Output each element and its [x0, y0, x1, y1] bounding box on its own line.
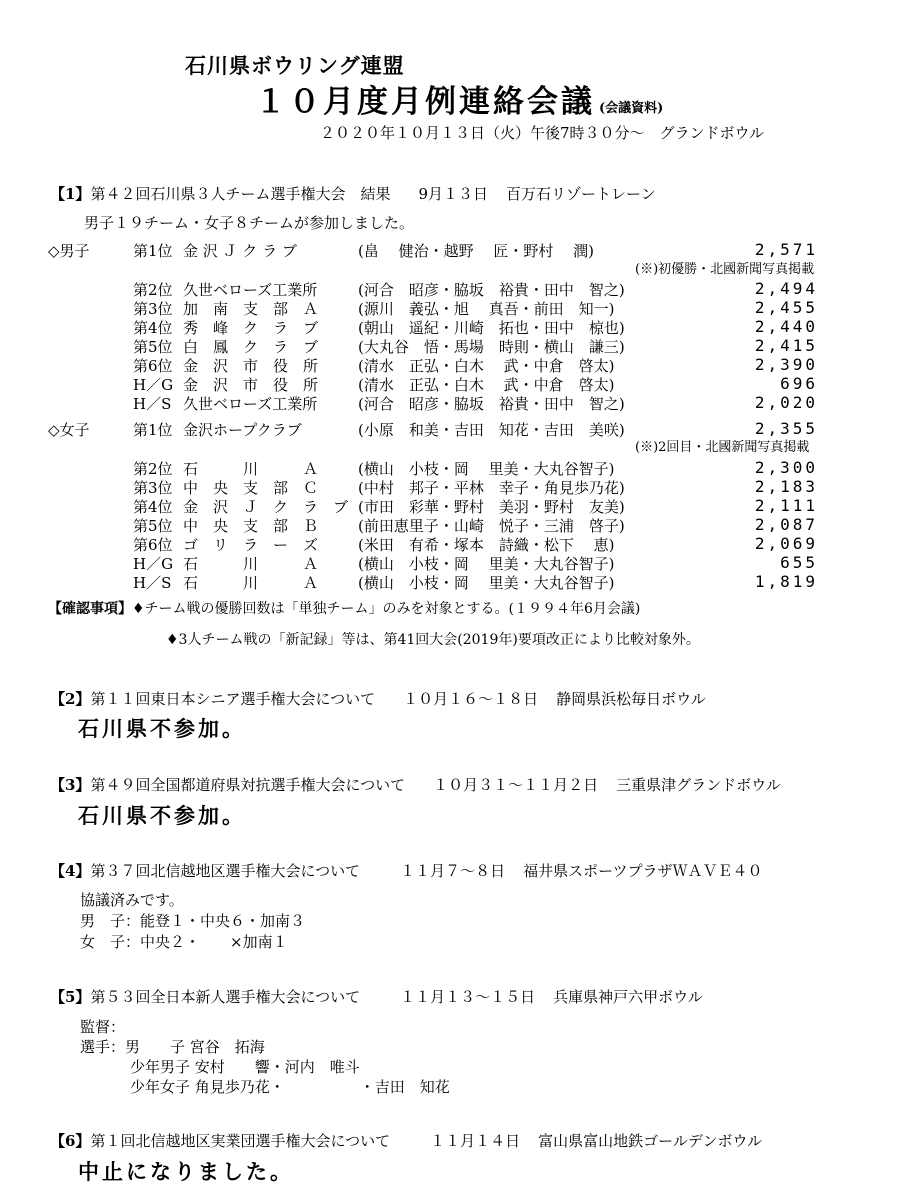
- score-value: 2,390: [754, 355, 818, 374]
- team-name: 金沢ホープクラブ: [183, 421, 302, 439]
- result-row: [48, 393, 828, 411]
- section-date: １０月３１〜１１月２日: [433, 776, 599, 794]
- section-date: １１月７〜８日: [400, 862, 506, 880]
- result-row: [48, 279, 828, 297]
- section-5-line-4: 少年女子 角見歩乃花・ ・吉田 知花: [130, 1078, 450, 1096]
- result-row: [48, 374, 828, 392]
- meeting-date: ２０２０年１０月１３日（火）午後7時３０分〜 グランドボウル: [320, 124, 765, 142]
- team-name: 金 沢 市 役 所: [183, 376, 319, 394]
- player-names: (米田 有希・塚本 詩織・松下 恵): [358, 536, 615, 554]
- team-name: 石 川 Ａ: [183, 555, 319, 573]
- result-row: [48, 240, 828, 258]
- group-label: ◇女子: [48, 421, 90, 439]
- team-name: 石 川 Ａ: [183, 574, 319, 592]
- rank-label: 第2位: [133, 281, 173, 299]
- women-note: (※)2回目・北國新聞写真掲載: [635, 440, 810, 455]
- score-value: 2,183: [754, 477, 818, 496]
- title-note: (会議資料): [599, 101, 664, 116]
- team-name: 秀 峰 ク ラ ブ: [183, 319, 319, 337]
- section-6-heading: [50, 1130, 762, 1151]
- team-name: 白 鳳 ク ラ ブ: [183, 338, 319, 356]
- section-date: １１月１３〜１５日: [400, 988, 536, 1006]
- section-venue: 静岡県浜松毎日ボウル: [556, 690, 706, 708]
- score-value: 2,069: [754, 534, 818, 553]
- section-5-line-3: 少年男子 安村 響・河内 唯斗: [130, 1058, 360, 1076]
- score-value: 2,415: [754, 336, 818, 355]
- result-row: [48, 336, 828, 354]
- rank-label: 第1位: [133, 421, 173, 439]
- section-date: 9月１３日: [418, 185, 488, 203]
- score-value: 2,455: [754, 298, 818, 317]
- player-names: (中村 邦子・平林 幸子・角見歩乃花): [358, 479, 625, 497]
- rank-label: 第6位: [133, 536, 173, 554]
- player-names: (畠 健治・越野 匠・野村 潤): [358, 242, 595, 260]
- group-label: ◇男子: [48, 242, 90, 260]
- section-5-line-2: 選手：男 子 宮谷 拓海: [80, 1038, 265, 1056]
- score-value: 2,571: [754, 240, 818, 259]
- section-venue: 兵庫県神戸六甲ボウル: [553, 988, 703, 1006]
- player-names: (市田 彩華・野村 美羽・野村 友美): [358, 498, 625, 516]
- player-names: (横山 小枝・岡 里美・大丸谷智子): [358, 460, 615, 478]
- section-number: 【3】: [50, 776, 91, 794]
- section-venue: 福井県スポーツプラザＷＡＶＥ４０: [523, 862, 763, 880]
- rank-label: 第4位: [133, 319, 173, 337]
- rank-label: H／S: [133, 574, 172, 592]
- player-names: (小原 和美・吉田 知花・吉田 美咲): [358, 421, 625, 439]
- section-4-line-2: 男 子：能登１・中央６・加南３: [80, 912, 306, 930]
- score-value: 2,494: [754, 279, 818, 298]
- score-value: 2,300: [754, 458, 818, 477]
- team-name: 金 沢 市 役 所: [183, 357, 319, 375]
- rank-label: H／S: [133, 395, 172, 413]
- score-value: 2,020: [754, 393, 818, 412]
- section-3-heading: [50, 774, 781, 795]
- section-title: 第１１回東日本シニア選手権大会について: [90, 690, 376, 708]
- section-venue: 百万石リゾートレーン: [506, 185, 656, 203]
- score-value: 1,819: [754, 572, 818, 591]
- section-4-line-1: 協議済みです。: [80, 891, 184, 909]
- confirm-label: 【確認事項】: [48, 601, 132, 617]
- team-name: ゴ リ ラ ー ズ: [183, 536, 319, 554]
- team-name: 久世ベローズ工業所: [183, 395, 318, 413]
- section-number: 【4】: [50, 862, 91, 880]
- title-text: １０月度月例連絡会議: [255, 84, 595, 120]
- score-value: 2,087: [754, 515, 818, 534]
- team-name: 久世ベローズ工業所: [183, 281, 318, 299]
- result-row: [48, 477, 828, 495]
- score-value: 696: [780, 374, 818, 393]
- rank-label: 第3位: [133, 479, 173, 497]
- section-6-result: 中止になりました。: [78, 1159, 294, 1184]
- result-row: [48, 298, 828, 316]
- section-1-heading: [50, 183, 656, 204]
- section-number: 【2】: [50, 690, 91, 708]
- result-row: [48, 419, 828, 437]
- section-2-heading: [50, 688, 706, 709]
- rank-label: 第3位: [133, 300, 173, 318]
- team-name: 中 央 支 部 Ｂ: [183, 517, 319, 535]
- section-5-heading: [50, 986, 703, 1007]
- result-row: [48, 317, 828, 335]
- player-names: (横山 小枝・岡 里美・大丸谷智子): [358, 555, 615, 573]
- section-venue: 富山県富山地鉄ゴールデンボウル: [538, 1132, 763, 1150]
- player-names: (横山 小枝・岡 里美・大丸谷智子): [358, 574, 615, 592]
- section-venue: 三重県津グランドボウル: [616, 776, 781, 794]
- section-title: 第３７回北信越地区選手権大会について: [90, 862, 361, 880]
- team-name: 石 川 Ａ: [183, 460, 319, 478]
- section-4-line-3: 女 子：中央２・ ×加南１: [80, 933, 288, 951]
- score-value: 2,111: [754, 496, 818, 515]
- score-value: 2,440: [754, 317, 818, 336]
- section-number: 【6】: [50, 1132, 91, 1150]
- result-row: [48, 553, 828, 571]
- player-names: (河合 昭彦・脇坂 裕貴・田中 智之): [358, 281, 625, 299]
- section-title: 第５３回全日本新人選手権大会について: [90, 988, 361, 1006]
- result-row: [48, 572, 828, 590]
- participation-summary: 男子１９チーム・女子８チームが参加しました。: [84, 214, 415, 232]
- section-number: 【5】: [50, 988, 91, 1006]
- confirm-line-2: ♦3人チーム戦の「新記録」等は、第41回大会(2019年)要項改正により比較対象外。: [166, 632, 700, 648]
- player-names: (大丸谷 悟・馬場 時則・横山 謙三): [358, 338, 625, 356]
- section-4-heading: [50, 860, 763, 881]
- rank-label: 第2位: [133, 460, 173, 478]
- org-name: 石川県ボウリング連盟: [185, 53, 405, 78]
- rank-label: 第5位: [133, 338, 173, 356]
- player-names: (前田恵里子・山崎 悦子・三浦 啓子): [358, 517, 625, 535]
- section-title: 第１回北信越地区実業団選手権大会について: [90, 1132, 391, 1150]
- player-names: (清水 正弘・白木 武・中倉 啓太): [358, 376, 615, 394]
- section-5-line-1: 監督：: [80, 1018, 126, 1036]
- player-names: (清水 正弘・白木 武・中倉 啓太): [358, 357, 615, 375]
- confirm-line-1: [48, 598, 640, 618]
- section-2-result: 石川県不参加。: [78, 716, 246, 741]
- section-date: １０月１６〜１８日: [403, 690, 539, 708]
- page-title: [255, 76, 663, 121]
- section-title: 第４２回石川県３人チーム選手権大会 結果: [90, 185, 391, 203]
- section-3-result: 石川県不参加。: [78, 803, 246, 828]
- section-number: 【1】: [50, 185, 91, 203]
- section-date: １１月１４日: [430, 1132, 521, 1150]
- team-name: 金 沢 Ｊ ク ラ ブ: [183, 498, 349, 516]
- rank-label: 第5位: [133, 517, 173, 535]
- rank-label: 第6位: [133, 357, 173, 375]
- rank-label: 第1位: [133, 242, 173, 260]
- rank-label: H／G: [133, 376, 174, 394]
- result-row: [48, 496, 828, 514]
- team-name: 加 南 支 部 Ａ: [183, 300, 319, 318]
- confirm-text-1: ♦チーム戦の優勝回数は「単独チーム」のみを対象とする。(１９９４年6月会議): [132, 601, 641, 617]
- result-row: [48, 515, 828, 533]
- men-note: (※)初優勝・北國新聞写真掲載: [635, 262, 815, 277]
- player-names: (河合 昭彦・脇坂 裕貴・田中 智之): [358, 395, 625, 413]
- player-names: (朝山 遥紀・川崎 拓也・田中 椋也): [358, 319, 625, 337]
- section-title: 第４９回全国都道府県対抗選手権大会について: [90, 776, 406, 794]
- result-row: [48, 355, 828, 373]
- team-name: 中 央 支 部 Ｃ: [183, 479, 319, 497]
- rank-label: H／G: [133, 555, 174, 573]
- score-value: 2,355: [754, 419, 818, 438]
- score-value: 655: [780, 553, 818, 572]
- rank-label: 第4位: [133, 498, 173, 516]
- result-row: [48, 458, 828, 476]
- team-name: 金 沢 Ｊ ク ラ ブ: [183, 242, 297, 260]
- player-names: (源川 義弘・旭 真吾・前田 知一): [358, 300, 615, 318]
- result-row: [48, 534, 828, 552]
